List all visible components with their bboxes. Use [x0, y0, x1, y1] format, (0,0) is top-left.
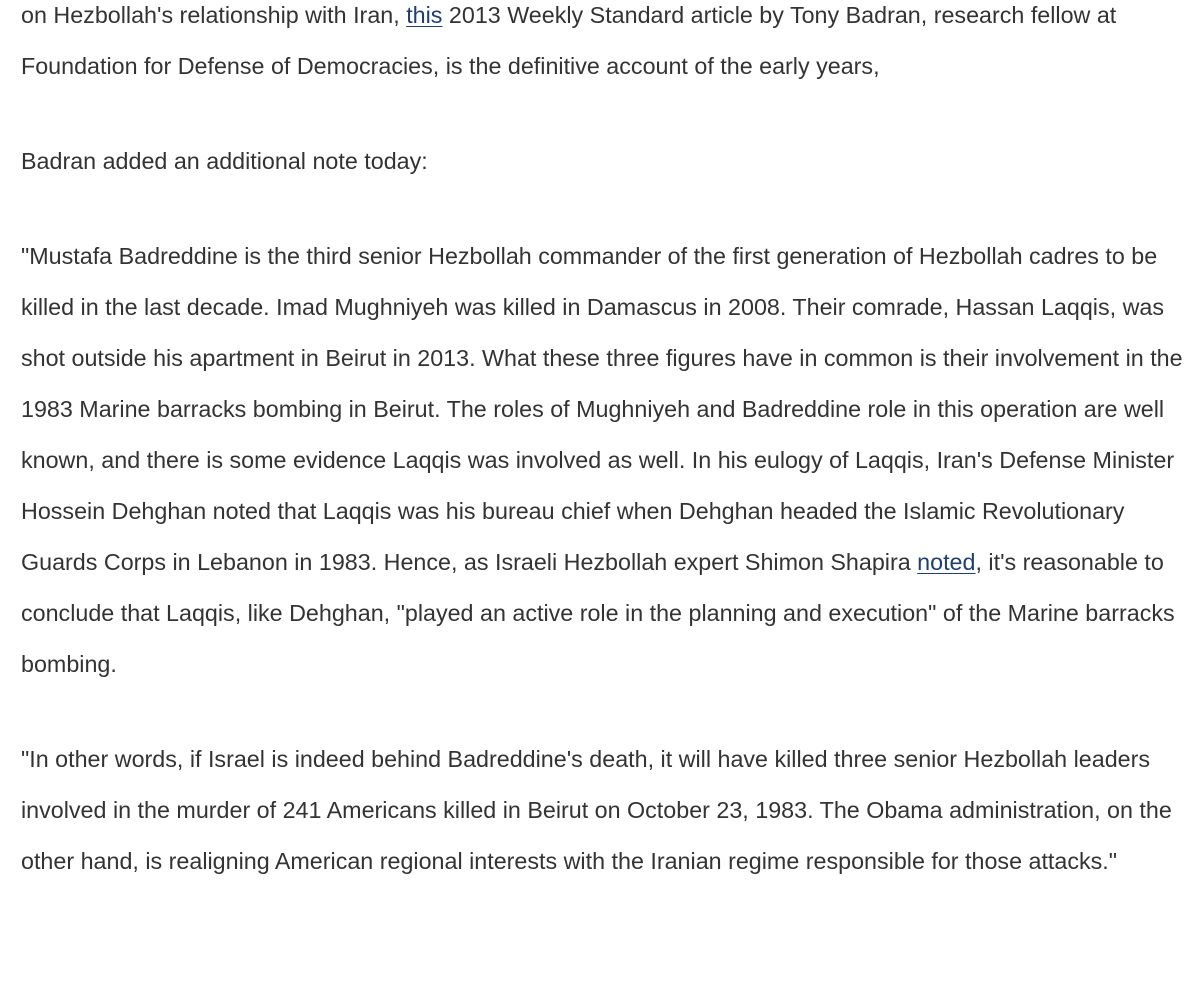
paragraph-intro [21, 0, 1193, 92]
link-noted[interactable]: noted [917, 549, 976, 575]
paragraph-intro-text-after: 2013 Weekly Standard article by Tony Badran, research fellow at Foundation for Defense of Democracies, is the definitive account of the early years, [21, 2, 1117, 79]
paragraph-intro-text-before: on Hezbollah's relationship with Iran, [21, 2, 407, 28]
paragraph-quote-1 [21, 231, 1193, 690]
article-body [21, 0, 1193, 931]
paragraph-note: Badran added an additional note today: [21, 148, 428, 174]
paragraph-quote-2: "In other words, if Israel is indeed behind Badreddine's death, it will have killed three senior Hezbollah leaders involved in the murder of 241 Americans killed in Beirut on October 23, 1983. The Obama administration, on the other hand, is realigning American regional interests with the Iranian regime responsible for those attacks." [21, 746, 1172, 874]
link-this-article[interactable]: this [406, 2, 443, 28]
paragraph-quote-1-text-before: "Mustafa Badreddine is the third senior Hezbollah commander of the first generation of Hezbollah cadres to be killed in the last decade. Imad Mughniyeh was killed in Damascus in 2008. Their comrade, Hassan Laqqis, was shot outside his apartment in Beirut in 2013. What these three figures have in common is their involvement in the 1983 Marine barracks bombing in Beirut. The roles of Mughniyeh and Badreddine role in this operation are well known, and there is some evidence Laqqis was involved as well. In his eulogy of Laqqis, Iran's Defense Minister Hossein Dehghan noted that Laqqis was his bureau chief when Dehghan headed the Islamic Revolutionary Guards Corps in Lebanon in 1983. Hence, as Israeli Hezbollah expert Shimon Shapira [21, 243, 1183, 575]
paragraph-quote-1-text-after: , it's reasonable to conclude that Laqqis, like Dehghan, "played an active role in the planning and execution" of the Marine barracks bombing. [21, 549, 1175, 677]
